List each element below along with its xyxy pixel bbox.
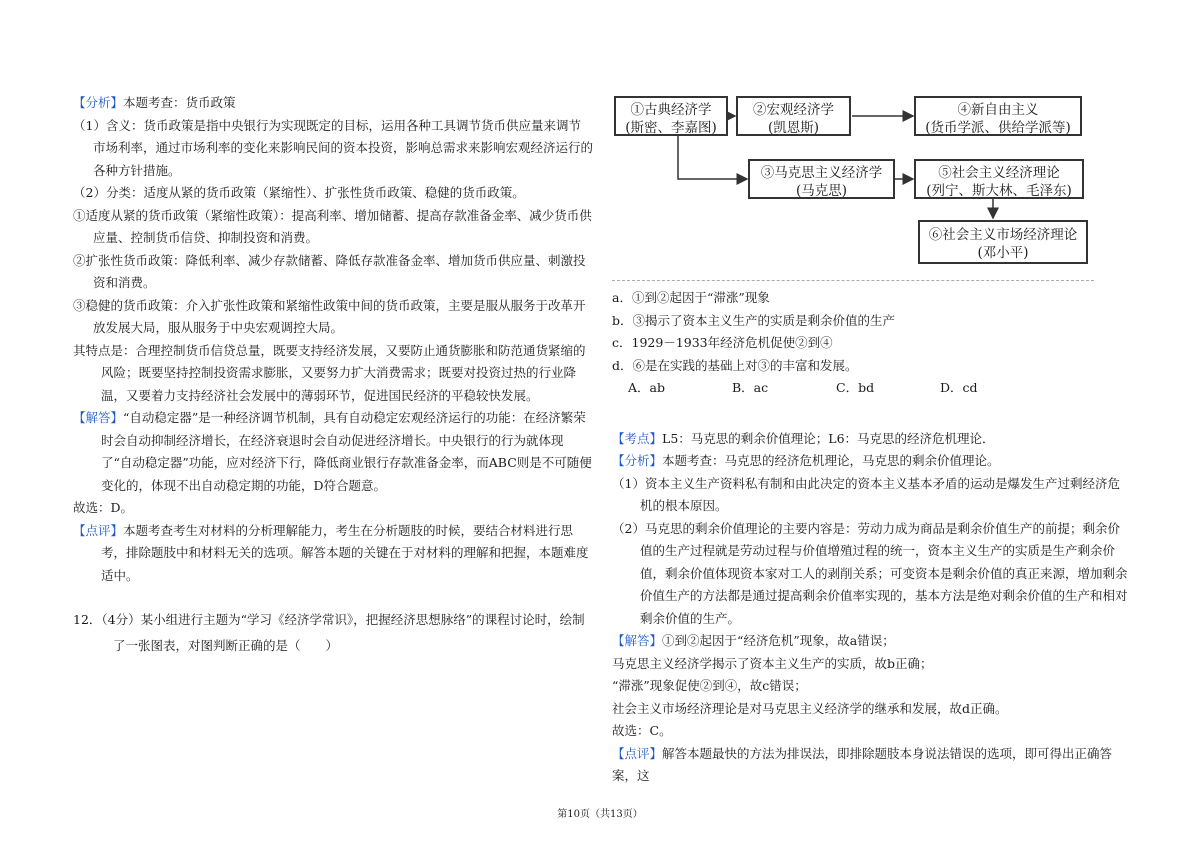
choice-line: 故选：D。	[73, 500, 134, 515]
right-answer-line-4: 社会主义市场经济理论是对马克思主义经济学的继承和发展，故d正确。	[612, 700, 1008, 716]
answer-tag: 【解答】	[73, 410, 124, 425]
answer-options	[612, 377, 1130, 400]
box5-subtitle: (列宁、斯大林、毛泽东)	[926, 183, 1072, 199]
steady-policy-paragraph: ③稳健的货币政策：介入扩张性政策和紧缩性政策中间的货币政策，主要是服从服务于改革开放发展大局，服从服务于中央宏观调控大局。	[73, 297, 586, 335]
right-answer-line-3: “滞涨”现象促使②到④，故c错误；	[612, 678, 807, 693]
statement-c: c．1929－1933年经济危机促使②到④	[612, 335, 833, 350]
answer-text: “自动稳定器”是一种经济调节机制，具有自动稳定宏观经济运行的功能：在经济繁荣时会自动抑制经济增长，在经济衰退时会自动促进经济增长。中央银行的行为就体现了“自动稳定器”功能，应对经济下行，降低商业银行存款准备金率，而ABC则是不可随便变化的，体现不出自动稳定期的功能，D符合题意。	[101, 410, 592, 493]
box4-title: ④新自由主义	[957, 102, 1039, 118]
right-point-2: （2）马克思的剩余价值理论的主要内容是：劳动力成为商品是剩余价值生产的前提；剩余价值的生产过程就是劳动过程与价值增殖过程的统一，资本主义生产的实质是生产剩余价值，剩余价值体现资本家对工人的剥削关系；可变资本是剩余价值的真正来源，增加剩余价值生产的方法都是通过提高剩余价值率实现的，基本方法是绝对剩余价值的生产和相对剩余价值的生产。	[612, 520, 1128, 626]
comment-tag: 【点评】	[73, 522, 124, 538]
right-column	[612, 92, 1130, 788]
option-a: A．ab	[628, 380, 665, 395]
right-comment-text: 解答本题最快的方法为排误法，即排除题肢本身说法错误的选项，即可得出正确答案，这	[612, 745, 1113, 783]
page-footer: 第10页（共13页）	[557, 809, 643, 820]
point-paragraph	[612, 428, 1130, 451]
box2-subtitle: (凯恩斯)	[767, 120, 820, 136]
box5-title: ⑤社会主义经济理论	[938, 165, 1060, 181]
arrow-1-to-3	[678, 135, 747, 179]
right-choice-line: 故选：C。	[612, 723, 672, 738]
box-classical-economics	[614, 96, 728, 136]
point-tag: 【考点】	[612, 430, 663, 446]
answer-paragraph	[73, 407, 593, 497]
analysis-paragraph	[73, 92, 593, 115]
economics-flow-diagram	[612, 92, 1097, 274]
right-answer-paragraph	[612, 630, 1130, 653]
box4-subtitle: (货币学派、供给学派等)	[925, 120, 1071, 136]
box6-subtitle: (邓小平)	[977, 245, 1029, 261]
right-comment-tag: 【点评】	[612, 745, 663, 761]
box-macroeconomics	[736, 96, 851, 136]
expansion-policy-paragraph: ②扩张性货币政策：降低利率、减少存款储蓄、降低存款准备金率、增加货币供应量、刺激投资和消费。	[73, 252, 586, 290]
box1-title: ①古典经济学	[630, 102, 712, 118]
tight-policy-paragraph: ①适度从紧的货币政策（紧缩性政策）：提高利率、增加储蓄、提高存款准备金率、减少货币供应量、控制货币信贷、抑制投资和消费。	[73, 207, 592, 245]
right-point-1: （1）资本主义生产资料私有制和由此决定的资本主义基本矛盾的运动是爆发生产过剩经济危机的根本原因。	[612, 475, 1120, 513]
option-b: B．ac	[732, 380, 769, 395]
analysis-intro: 本题考查：货币政策	[123, 95, 236, 110]
analysis-tag: 【分析】	[73, 95, 124, 110]
box2-title: ②宏观经济学	[753, 102, 834, 118]
right-answer-tag: 【解答】	[612, 633, 663, 648]
right-answer-text: ①到②起因于“经济危机”现象，故a错误；	[662, 633, 895, 648]
box3-subtitle: (马克思)	[795, 183, 848, 199]
box6-title: ⑥社会主义市场经济理论	[928, 227, 1078, 243]
statement-d: d．⑥是在实践的基础上对③的丰富和发展。	[612, 357, 858, 373]
point-text: L5：马克思的剩余价值理论；L6：马克思的经济危机理论．	[662, 430, 995, 446]
left-column	[73, 92, 593, 659]
option-d: D．cd	[940, 380, 978, 395]
box3-title: ③马克思主义经济学	[760, 165, 883, 181]
comment-paragraph	[73, 520, 593, 588]
box-neoliberalism	[914, 96, 1082, 136]
right-analysis-text: 本题考查：马克思的经济危机理论，马克思的剩余价值理论。	[662, 453, 1000, 468]
statement-a: a．①到②起因于“滞涨”现象	[612, 290, 770, 305]
box1-subtitle: (斯密、李嘉图)	[625, 120, 717, 136]
right-analysis-paragraph	[612, 450, 1130, 473]
classification-paragraph: （2）分类：适度从紧的货币政策（紧缩性）、扩张性货币政策、稳健的货币政策。	[73, 185, 525, 200]
question-12: 12．（4分）某小组进行主题为“学习《经济学常识》，把握经济思想脉络”的课程讨论时，绘制了一张图表，对图判断正确的是（ ）	[73, 612, 585, 653]
right-comment-paragraph	[612, 743, 1130, 788]
definition-paragraph: （1）含义：货币政策是指中央银行为实现既定的目标，运用各种工具调节货币供应量来调节市场利率，通过市场利率的变化来影响民间的资本投资，影响总需求来影响宏观经济运行的各种方针措施。	[73, 117, 594, 178]
features-paragraph: 其特点是：合理控制货币信贷总量，既要支持经济发展，又要防止通货膨胀和防范通货紧缩的风险；既要坚持控制投资需求膨胀，又要努力扩大消费需求；既要对投资过热的行业降温，又要着力支持经济社会发展中的薄弱环节，促进国民经济的平稳较快发展。	[73, 342, 586, 403]
box-marxist-economics	[748, 159, 895, 199]
right-answer-line-2: 马克思主义经济学揭示了资本主义生产的实质，故b正确；	[612, 655, 933, 671]
divider	[612, 280, 1094, 281]
box-socialist-economics	[914, 159, 1084, 199]
box-socialist-market-economics	[918, 220, 1088, 264]
statement-b: b．③揭示了资本主义生产的实质是剩余价值的生产	[612, 312, 896, 328]
option-c: C．bd	[836, 380, 875, 395]
right-analysis-tag: 【分析】	[612, 453, 663, 468]
comment-text: 本题考查考生对材料的分析理解能力，考生在分析题肢的时候，要结合材料进行思考，排除题肢中和材料无关的选项。解答本题的关键在于对材料的理解和把握，本题难度适中。	[101, 522, 589, 583]
